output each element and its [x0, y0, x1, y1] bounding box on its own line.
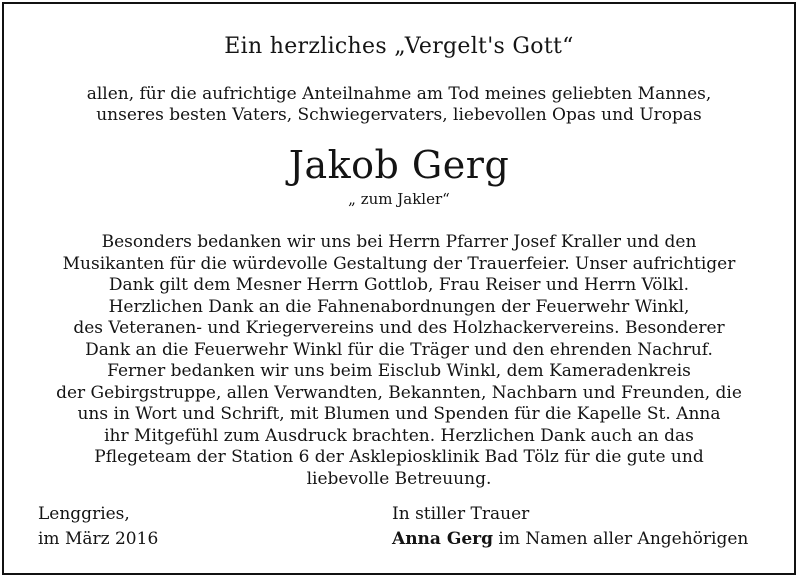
signer-name: Anna Gerg [392, 529, 494, 549]
deceased-nickname: „ zum Jakler“ [348, 190, 450, 208]
thanks-line: liebevolle Betreuung. [306, 468, 492, 489]
thanks-line: Dank gilt dem Mesner Herrn Gottlob, Frau Reiser und Herrn Völkl. [108, 275, 690, 295]
intro-line: allen, für die aufrichtige Anteilnahme am Tod meines geliebten Mannes, [86, 84, 712, 104]
thanks-line: Besonders bedanken wir uns bei Herrn Pfarrer Josef Kraller und den [101, 232, 697, 252]
thanks-line: ihr Mitgefühl zum Ausdruck brachten. Herzlichen Dank auch an das [104, 425, 694, 446]
intro-line: unseres besten Vaters, Schwiegervaters, liebevollen Opas und Uropas [96, 105, 702, 125]
signer-suffix: im Namen aller Angehörigen [493, 529, 749, 549]
thanks-text [4, 232, 794, 490]
intro-text [4, 84, 794, 126]
closing-text: In stiller Trauer [392, 504, 530, 524]
thanks-line: Dank an die Feuerwehr Winkl für die Träger und den ehrenden Nachruf. [85, 339, 713, 360]
signer-line [392, 527, 748, 552]
notice-heading: Ein herzliches „Vergelt's Gott“ [224, 34, 574, 59]
thanks-line: Musikanten für die würdevolle Gestaltung der Trauerfeier. Unser aufrichtiger [62, 253, 736, 274]
place-text: Lenggries, [38, 504, 130, 524]
thanks-line: des Veteranen- und Kriegervereins und des Holzhackervereins. Besonderer [73, 318, 725, 338]
thanks-line: der Gebirgstruppe, allen Verwandten, Bekannten, Nachbarn und Freunden, die [56, 382, 742, 403]
thanks-line: uns in Wort und Schrift, mit Blumen und Spenden für die Kapelle St. Anna [77, 404, 721, 424]
date-text: im März 2016 [38, 529, 159, 549]
obituary-notice [2, 2, 796, 575]
deceased-name: Jakob Gerg [288, 143, 510, 187]
thanks-line: Ferner bedanken wir uns beim Eisclub Winkl, dem Kameradenkreis [107, 361, 691, 381]
place-date [38, 502, 158, 552]
thanks-line: Pflegeteam der Station 6 der Asklepiosklinik Bad Tölz für die gute und [94, 447, 704, 467]
signature-block [392, 502, 748, 552]
thanks-line: Herzlichen Dank an die Fahnenabordnungen der Feuerwehr Winkl, [108, 296, 690, 317]
